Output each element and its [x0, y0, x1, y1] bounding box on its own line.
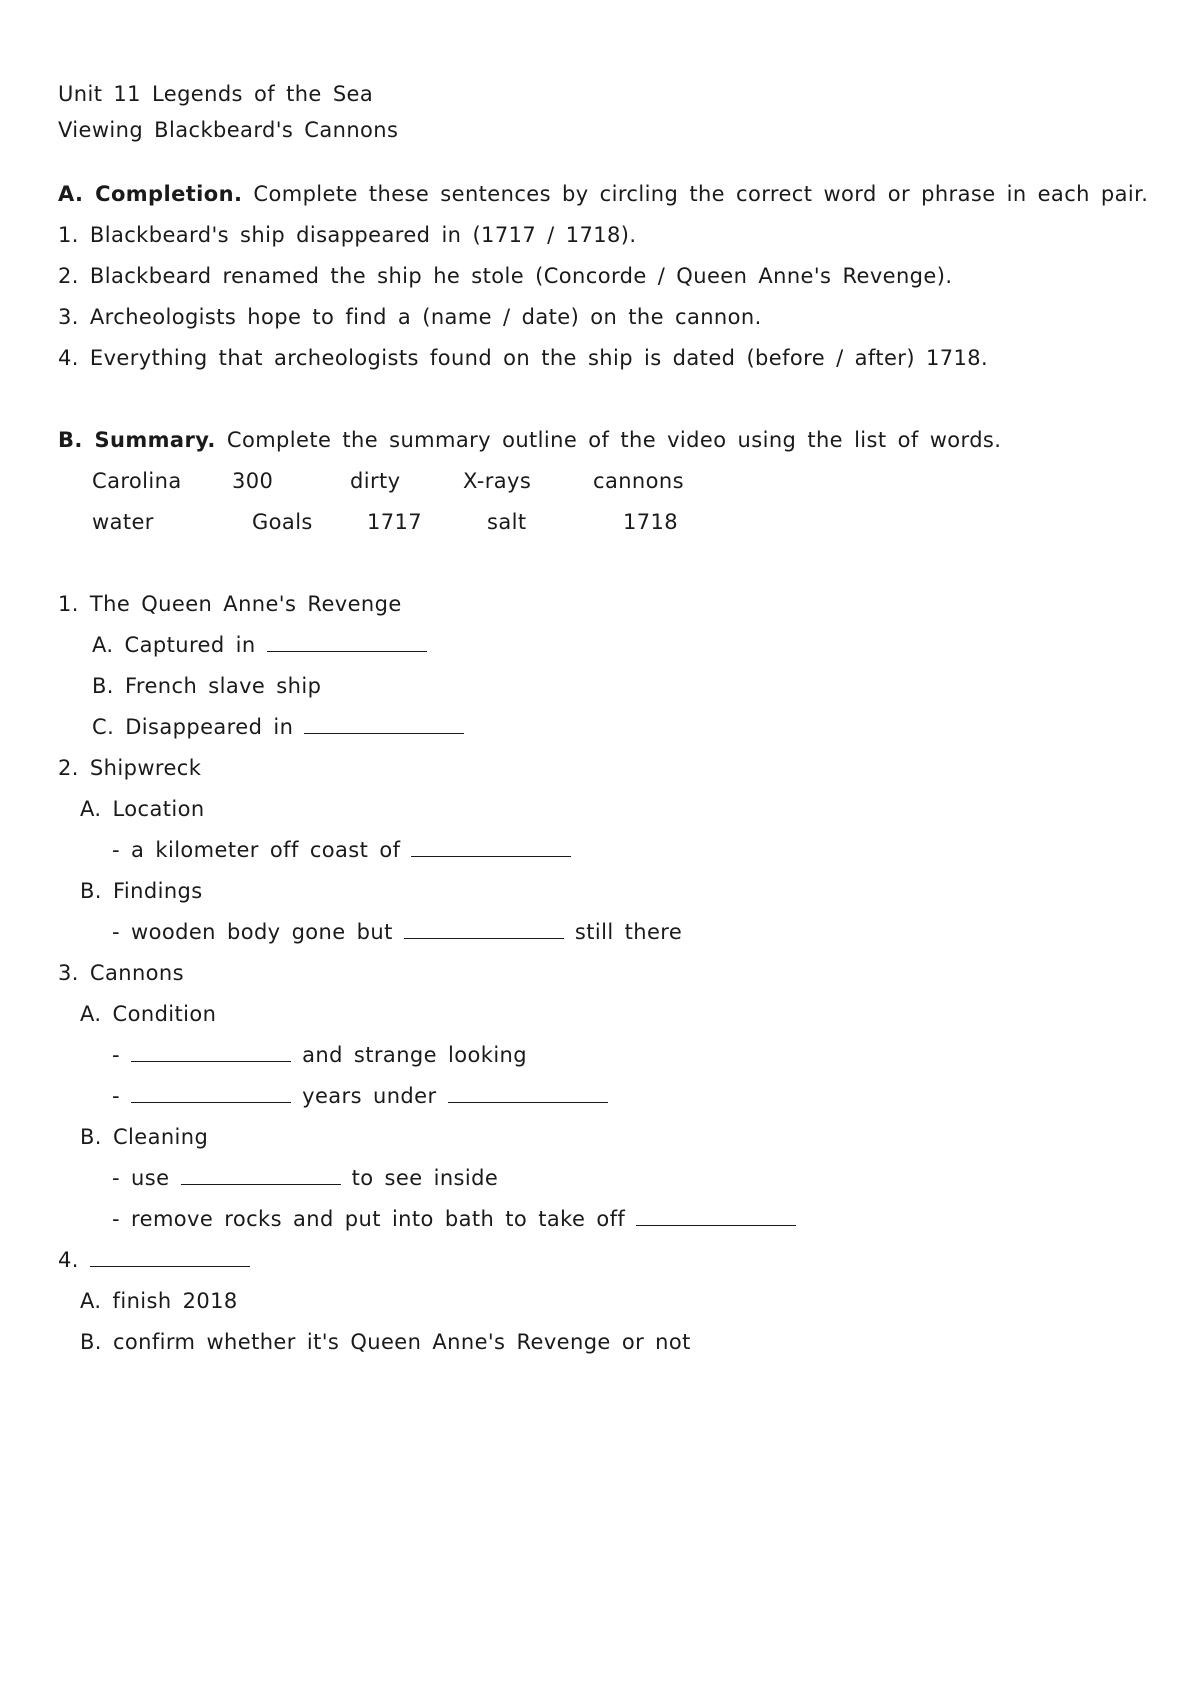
answer-blank[interactable] — [90, 1248, 250, 1267]
outline-item: A. Condition — [80, 1002, 217, 1026]
outline-subitem — [58, 1082, 1158, 1110]
word-bank-word: X-rays — [463, 469, 532, 493]
outline-item: A. Location — [80, 797, 205, 821]
outline-heading: 2. Shipwreck — [58, 756, 202, 780]
answer-blank[interactable] — [131, 1043, 291, 1062]
section-b-label: B. Summary. — [58, 428, 216, 452]
answer-blank[interactable] — [636, 1207, 796, 1226]
outline-item-text: and strange looking — [291, 1043, 527, 1067]
section-b-instruction: Complete the summary outline of the video using the list of words. — [215, 428, 1002, 452]
outline-item-text: to see inside — [340, 1166, 499, 1190]
section-a-label: A. Completion. — [58, 182, 243, 206]
outline-subitem — [58, 1041, 1158, 1069]
outline-item-text: - use — [112, 1166, 181, 1190]
outline-item-text: - a kilometer off coast of — [112, 838, 412, 862]
outline-item-text: 4. — [58, 1248, 90, 1272]
outline-item-text: years under — [291, 1084, 448, 1108]
word-bank-word: salt — [487, 510, 527, 534]
outline-item: B. French slave ship — [92, 674, 322, 698]
worksheet-page — [58, 80, 1158, 1356]
outline-subitem — [58, 1205, 1158, 1233]
word-bank-row — [58, 508, 1158, 536]
answer-blank[interactable] — [411, 838, 571, 857]
section-a-heading — [58, 180, 1158, 208]
section-a-instruction: Complete these sentences by circling the correct word or phrase in each pair. — [242, 182, 1149, 206]
outline-item — [58, 631, 1158, 659]
answer-blank[interactable] — [181, 1166, 341, 1185]
word-bank-word: water — [92, 510, 154, 534]
word-bank-word: 1718 — [623, 510, 679, 534]
answer-blank[interactable] — [267, 633, 427, 652]
word-bank-row — [58, 467, 1158, 495]
outline-item: A. finish 2018 — [80, 1289, 238, 1313]
page-subtitle: Viewing Blackbeard's Cannons — [58, 118, 399, 142]
outline-subitem — [58, 918, 1158, 946]
outline-item-text: - wooden body gone but — [112, 920, 404, 944]
outline-item-text: A. Captured in — [92, 633, 267, 657]
outline-item-text: - — [112, 1084, 132, 1108]
word-bank-word: dirty — [350, 469, 401, 493]
outline-item-text: still there — [563, 920, 683, 944]
answer-blank[interactable] — [304, 715, 464, 734]
completion-item: 4. Everything that archeologists found on the ship is dated (before / after) 1718. — [58, 346, 989, 370]
word-bank-word: 1717 — [367, 510, 423, 534]
word-bank-word: Carolina — [92, 469, 182, 493]
outline-heading: 1. The Queen Anne's Revenge — [58, 592, 402, 616]
unit-title: Unit 11 Legends of the Sea — [58, 82, 374, 106]
outline-heading: 3. Cannons — [58, 961, 184, 985]
answer-blank[interactable] — [448, 1084, 608, 1103]
outline-item-text: C. Disappeared in — [92, 715, 305, 739]
outline-item-text: - — [112, 1043, 132, 1067]
word-bank-word: Goals — [252, 510, 313, 534]
outline-item: B. Findings — [80, 879, 203, 903]
completion-item: 3. Archeologists hope to find a (name / date) on the cannon. — [58, 305, 762, 329]
outline-subitem — [58, 836, 1158, 864]
word-bank-word: 300 — [232, 469, 274, 493]
outline-subitem — [58, 1164, 1158, 1192]
word-bank-word: cannons — [593, 469, 684, 493]
completion-item: 2. Blackbeard renamed the ship he stole (Concorde / Queen Anne's Revenge). — [58, 264, 953, 288]
outline-item — [58, 713, 1158, 741]
answer-blank[interactable] — [404, 920, 564, 939]
completion-item: 1. Blackbeard's ship disappeared in (1717 / 1718). — [58, 223, 637, 247]
outline-item: B. Cleaning — [80, 1125, 209, 1149]
answer-blank[interactable] — [131, 1084, 291, 1103]
outline-heading — [58, 1246, 1158, 1274]
outline-item-text: - remove rocks and put into bath to take off — [112, 1207, 637, 1231]
section-b-heading — [58, 426, 1158, 454]
outline-item: B. confirm whether it's Queen Anne's Revenge or not — [80, 1330, 691, 1354]
